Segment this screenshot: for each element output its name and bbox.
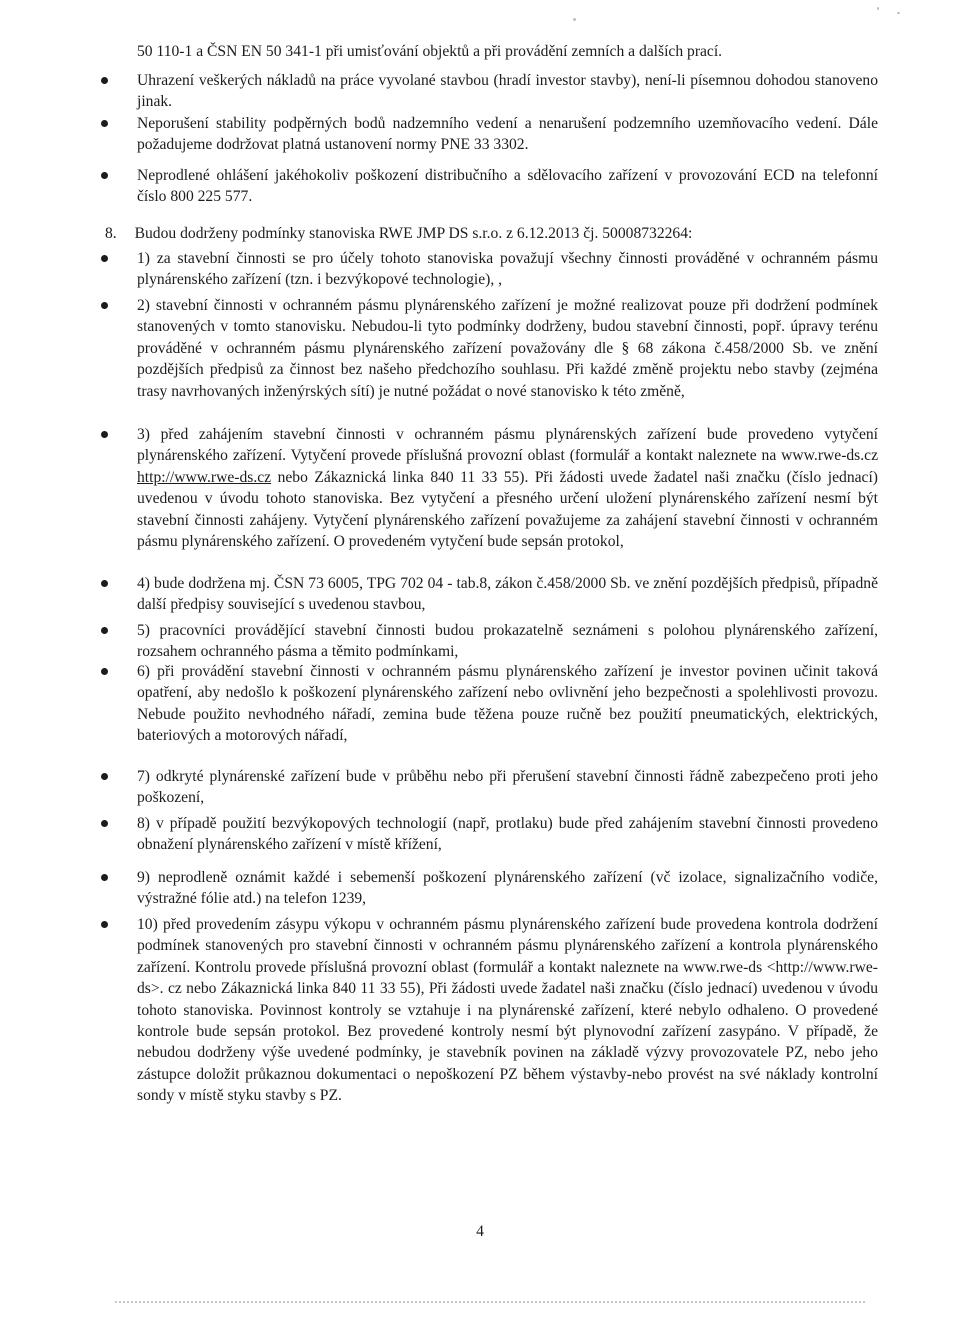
item-1: 1) za stavební činnosti se pro účely tohoto stanoviska považují všechny činnosti prováděné v ochranném pásmu plynárenského zařízení (tzn. i bezvýkopové technologie), , (137, 248, 878, 291)
scan-speck (573, 18, 576, 21)
section-8-heading (105, 223, 878, 244)
section-number: 8. (105, 225, 117, 242)
item-3-text: 3) před zahájením stavební činnosti v ochranném pásmu plynárenských zařízení bude provedeno vytyčení plynárenského zařízení. Vytyčení provede příslušná provozní oblast (formulář a kontakt naleznete na www.rwe-ds.cz (137, 426, 878, 465)
section-text: Budou dodrženy podmínky stanoviska RWE JMP DS s.r.o. z 6.12.2013 čj. 50008732264: (134, 225, 693, 242)
item-9: 9) neprodleně oznámit každé i sebemenší poškození plynárenského zařízení (vč izolace, signalizačního vodiče, výstražné fólie atd.) na telefon 1239, (137, 867, 878, 910)
bullet-stability: Neporušení stability podpěrných bodů nadzemního vedení a nenarušení podzemního uzemňovacího vedení. Dále požadujeme dodržovat platná ustanovení normy PNE 33 3302. (137, 113, 878, 156)
rwe-link[interactable]: http://www.rwe-ds.cz (137, 468, 272, 486)
continuation-line: 50 110-1 a ČSN EN 50 341-1 při umisťování objektů a při provádění zemních a dalších prací. (137, 43, 723, 60)
item-5: 5) pracovníci provádějící stavební činnosti budou prokazatelně seznámeni s polohou plynárenského zařízení, rozsahem ochranného pásma a těmito podmínkami, (137, 620, 878, 663)
scan-speck (897, 12, 900, 14)
bullet-damage-report: Neprodlené ohlášení jakéhokoliv poškození distribučního a sdělovacího zařízení v provozování ECD na telefonní číslo 800 225 577. (137, 165, 878, 208)
item-3 (137, 424, 878, 552)
item-3-rest: nebo Zákaznická linka 840 11 33 55). Při žádosti uvede žadatel naši značku (číslo jednací) uvedenou v úvodu tohoto stanoviska. Bez vytyčení a přesného určení uložení plynárenského zařízení nesmí být stavební činnosti zahájeny. Vytyčení plynárenského zařízení považujeme za zahájení stavební činnosti v ochranném pásmu plynárenského zařízení. O provedeném vytyčení bude sepsán protokol, (137, 468, 878, 551)
page-number: 4 (476, 1223, 484, 1240)
scan-speck (877, 7, 879, 10)
item-2: 2) stavební činnosti v ochranném pásmu plynárenského zařízení je možné realizovat pouze při dodržení podmínek stanovených v tomto stanovisku. Nebudou-li tyto podmínky dodrženy, budou stavební činnosti, popř. úpravy terénu prováděné v ochranném pásmu plynárenského zařízení považovány dle § 68 zákona č.458/2000 Sb. ve znění pozdějších předpisů za činnost bez našeho předchozího souhlasu. Při každé změně projektu nebo stavby (zejména trasy navrhovaných inženýrských sítí) je nutné požádat o nové stanovisko k této změně, (137, 295, 878, 402)
bullet-costs: Uhrazení veškerých nákladů na práce vyvolané stavbou (hradí investor stavby), není-li písemnou dohodou stanoveno jinak. (137, 70, 878, 113)
item-4: 4) bude dodržena mj. ČSN 73 6005, TPG 702 04 - tab.8, zákon č.458/2000 Sb. ve znění pozdějších předpisů, případně další předpisy související s uvedenou stavbou, (137, 573, 878, 616)
item-6: 6) při provádění stavební činnosti v ochranném pásmu plynárenského zařízení je investor povinen učinit taková opatření, aby nedošlo k poškození plynárenského zařízení nebo ovlivnění jeho bezpečnosti a spolehlivosti provozu. Nebude použito nevhodného nářadí, zemina bude těžena pouze ručně bez použití pneumatických, elektrických, bateriových a motorových nářadí, (137, 661, 878, 747)
scan-artifact-line (115, 1301, 865, 1305)
item-8: 8) v případě použití bezvýkopových technologií (např, protlaku) bude před zahájením stavební činnosti provedeno obnažení plynárenského zařízení v místě křížení, (137, 813, 878, 856)
item-7: 7) odkryté plynárenské zařízení bude v průběhu nebo při přerušení stavební činnosti řádně zabezpečeno proti jeho poškození, (137, 766, 878, 809)
item-10: 10) před provedením zásypu výkopu v ochranném pásmu plynárenského zařízení bude provedena kontrola dodržení podmínek stanovených pro stavební činnosti v ochranném pásmu plynárenského zařízení a kontrola plynárenského zařízení. Kontrolu provede příslušná provozní oblast (formulář a kontakt naleznete na www.rwe-ds <http://www.rwe-ds>. cz nebo Zákaznická linka 840 11 33 55), Při žádosti uvede žadatel naši značku (číslo jednací) uvedenou v úvodu tohoto stanoviska. Povinnost kontroly se vztahuje i na plynárenské zařízení, které nebylo odhaleno. O provedené kontrole bude sepsán protokol. Bez provedené kontroly nesmí být plynovodní zařízení zasypáno. V případě, že nebudou dodrženy výše uvedené podmínky, je stavebník povinen na základě výzvy provozovatele PZ, nebo jeho zástupce doložit průkaznou dokumentaci o nepoškození PZ během výstavby-nebo provést na své náklady kontrolní sondy v místě styku stavby s PZ. (137, 914, 878, 1107)
